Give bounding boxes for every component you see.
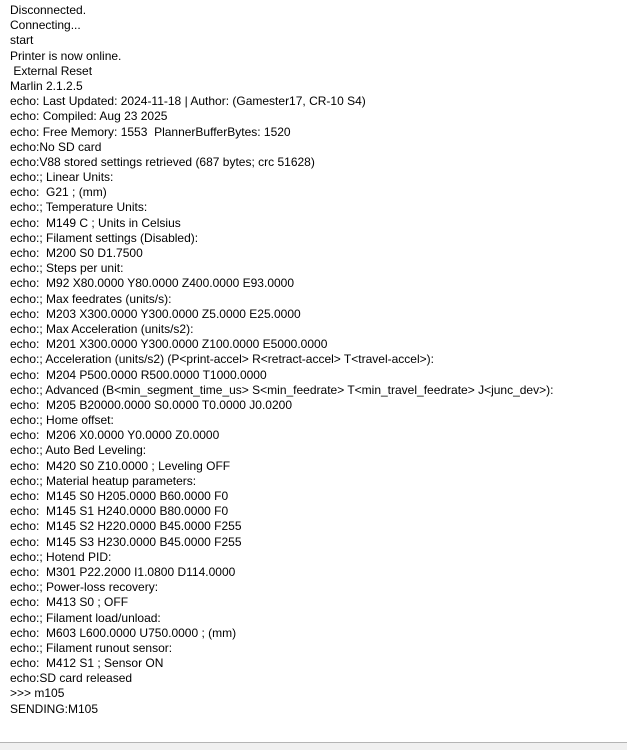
console-line: echo: M204 P500.0000 R500.0000 T1000.0000 xyxy=(10,367,267,382)
console-line: echo: M200 S0 D1.7500 xyxy=(10,246,143,260)
console-line: echo:No SD card xyxy=(10,139,102,154)
console-line: echo:; Power-loss recovery: xyxy=(10,580,159,595)
console-line: echo:SD card released xyxy=(10,671,133,686)
console-line: echo: M149 C ; Units in Celsius xyxy=(10,215,181,230)
console-line: start xyxy=(10,33,34,48)
console-line: echo:; Hotend PID: xyxy=(10,549,112,564)
console-line: echo:; Filament settings (Disabled): xyxy=(10,230,199,245)
console-line: echo: M201 X300.0000 Y300.0000 Z100.0000 E5000.0000 xyxy=(10,337,328,352)
console-line: echo: M145 S0 H205.0000 B60.0000 F0 xyxy=(10,489,229,503)
console-line: echo:; Linear Units: xyxy=(10,170,114,185)
console-line: echo: Compiled: Aug 23 2025 xyxy=(10,109,168,124)
console-bottom-border xyxy=(0,742,627,750)
console-line: echo: M145 S1 H240.0000 B80.0000 F0 xyxy=(10,504,229,519)
console-line: echo:; Max Acceleration (units/s2): xyxy=(10,321,194,336)
console-line: echo: M92 X80.0000 Y80.0000 Z400.0000 E93.0000 xyxy=(10,276,295,291)
console-line: echo: M206 X0.0000 Y0.0000 Z0.0000 xyxy=(10,428,220,443)
console-line: >>> m105 xyxy=(10,686,65,701)
console-line: echo: M145 S3 H230.0000 B45.0000 F255 xyxy=(10,534,242,549)
console-line: echo: M301 P22.2000 I1.0800 D114.0000 xyxy=(10,564,236,579)
console-line: echo: M412 S1 ; Sensor ON xyxy=(10,656,164,671)
console-line: echo:; Temperature Units: xyxy=(10,200,148,215)
console-line: Printer is now online. xyxy=(10,48,122,63)
console-line: Marlin 2.1.2.5 xyxy=(10,78,83,93)
console-line: echo:; Acceleration (units/s2) (P<print-accel> R<retract-accel> T<travel-accel>): xyxy=(10,352,434,367)
console-line: echo: M413 S0 ; OFF xyxy=(10,595,129,610)
console-line: echo: M203 X300.0000 Y300.0000 Z5.0000 E25.0000 xyxy=(10,306,301,321)
console-line: SENDING:M105 xyxy=(10,701,99,716)
console-line: External Reset xyxy=(10,63,93,78)
console-line: echo:V88 stored settings retrieved (687 bytes; crc 51628) xyxy=(10,154,315,169)
console-line: echo: M420 S0 Z10.0000 ; Leveling OFF xyxy=(10,458,231,473)
console-line: echo:; Filament runout sensor: xyxy=(10,640,173,655)
console-line: Connecting... xyxy=(10,18,81,33)
console-line: echo: Free Memory: 1553 PlannerBufferBytes: 1520 xyxy=(10,124,291,139)
console-line: echo: M603 L600.0000 U750.0000 ; (mm) xyxy=(10,625,237,640)
console-line: echo: G21 ; (mm) xyxy=(10,185,107,200)
console-line: echo: Last Updated: 2024-11-18 | Author: (Gamester17, CR-10 S4) xyxy=(10,94,366,109)
console-line: echo:; Auto Bed Leveling: xyxy=(10,443,147,458)
console-line: echo:; Material heatup parameters: xyxy=(10,473,197,488)
console-line: echo:; Steps per unit: xyxy=(10,261,124,276)
console-line: Disconnected. xyxy=(10,3,87,17)
console-line: echo: M205 B20000.0000 S0.0000 T0.0000 J0.0200 xyxy=(10,397,293,412)
console-line: echo:; Advanced (B<min_segment_time_us> S<min_feedrate> T<min_travel_feedrate> J<junc_dev>): xyxy=(10,382,554,397)
console-line: echo:; Max feedrates (units/s): xyxy=(10,291,172,306)
console-line: echo: M145 S2 H220.0000 B45.0000 F255 xyxy=(10,519,242,534)
console-line: echo:; Filament load/unload: xyxy=(10,610,161,625)
console-line: echo:; Home offset: xyxy=(10,413,114,428)
